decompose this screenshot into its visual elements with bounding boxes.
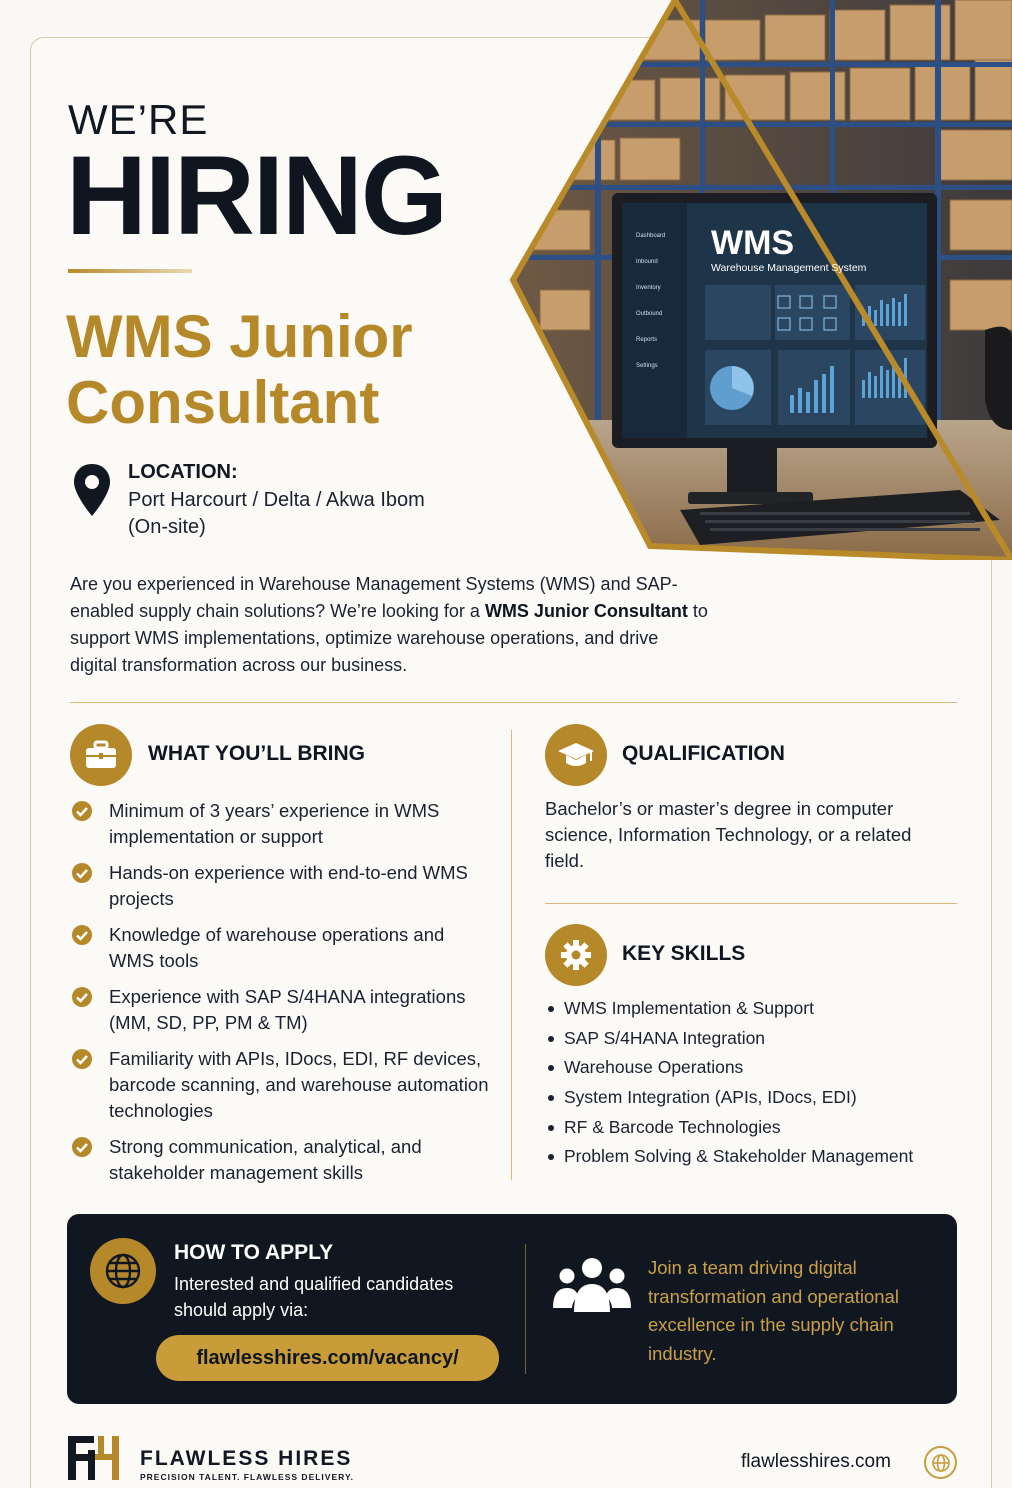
- skill-item: System Integration (APIs, IDocs, EDI): [545, 1085, 945, 1110]
- screen-menu-item: Inventory: [636, 285, 661, 291]
- apply-divider: [525, 1244, 526, 1374]
- intro-bold: WMS Junior Consultant: [484, 601, 688, 621]
- check-icon: [72, 801, 92, 821]
- job-title: [66, 304, 413, 436]
- website-link[interactable]: flawlesshires.com: [741, 1451, 891, 1472]
- location-text: [128, 487, 488, 541]
- apply-text: Interested and qualified candidates should apply via:: [174, 1274, 454, 1320]
- skills-list: [545, 996, 945, 1174]
- screen-menu-item: Settings: [636, 363, 658, 369]
- team-icon: [552, 1256, 632, 1314]
- job-title-line1: WMS Junior: [66, 303, 413, 370]
- job-title-line2: Consultant: [66, 369, 380, 436]
- check-icon: [72, 1137, 92, 1157]
- check-icon: [72, 863, 92, 883]
- check-icon: [72, 925, 92, 945]
- list-item: [70, 922, 490, 974]
- list-item-text: Strong communication, analytical, and stakeholder management skills: [109, 1136, 422, 1183]
- screen-menu: [636, 223, 665, 379]
- apply-title: HOW TO APPLY: [174, 1241, 334, 1264]
- gear-icon: [545, 924, 607, 986]
- screen-menu-item: Dashboard: [636, 233, 666, 239]
- briefcase-icon: [70, 724, 132, 786]
- column-divider: [511, 730, 512, 1180]
- skill-item: RF & Barcode Technologies: [545, 1115, 945, 1140]
- brand-tagline: PRECISION TALENT. FLAWLESS DELIVERY.: [140, 1472, 355, 1482]
- intro-text: Are you experienced in Warehouse Management Systems (WMS) and SAP-enabled supply chain solutions? We’re looking for a: [70, 574, 678, 621]
- intro-paragraph: [70, 571, 710, 679]
- skills-title: KEY SKILLS: [622, 942, 746, 965]
- screen-menu-item: Outbound: [636, 311, 663, 317]
- screen-subtitle: Warehouse Management System: [711, 262, 867, 274]
- qualification-text: Bachelor’s or master’s degree in computer science, Information Technology, or a related field.: [545, 798, 912, 871]
- list-item-text: Experience with SAP S/4HANA integrations (MM, SD, PP, PM & TM): [109, 986, 466, 1033]
- flawless-hires-logo: [66, 1434, 128, 1482]
- screen-title: WMS: [711, 224, 795, 262]
- skill-item: WMS Implementation & Support: [545, 996, 945, 1021]
- gold-rule: [68, 269, 192, 273]
- globe-badge-icon[interactable]: [924, 1446, 957, 1479]
- were-heading: WE’RE: [68, 96, 209, 143]
- list-item: [70, 984, 490, 1036]
- skill-item: Problem Solving & Stakeholder Management: [545, 1144, 945, 1169]
- section-divider: [70, 702, 957, 703]
- list-item: [70, 1046, 490, 1124]
- brand-name: FLAWLESS HIRES: [140, 1447, 353, 1470]
- list-item-text: Hands-on experience with end-to-end WMS projects: [109, 862, 468, 909]
- location-cities: Port Harcourt / Delta / Akwa Ibom: [128, 489, 425, 511]
- location-pin-icon: [72, 462, 112, 518]
- bring-title: WHAT YOU’LL BRING: [148, 742, 365, 765]
- check-icon: [72, 1049, 92, 1069]
- list-item: [70, 798, 490, 850]
- list-item: [70, 1134, 490, 1186]
- team-text: Join a team driving digital transformation and operational excellence in the supply chain industry.: [648, 1257, 899, 1364]
- list-item-text: Knowledge of warehouse operations and WMS tools: [109, 924, 445, 971]
- section-divider: [545, 903, 957, 904]
- bring-list: [70, 798, 490, 1196]
- qualification-title: QUALIFICATION: [622, 742, 785, 765]
- skill-item: Warehouse Operations: [545, 1055, 945, 1080]
- check-icon: [72, 987, 92, 1007]
- apply-link-button[interactable]: flawlesshires.com/vacancy/: [156, 1335, 499, 1381]
- location-type: (On-site): [128, 516, 206, 538]
- globe-icon: [90, 1238, 156, 1304]
- hiring-heading: HIRING: [66, 133, 446, 258]
- screen-menu-item: Inbound: [636, 259, 658, 265]
- skill-item: SAP S/4HANA Integration: [545, 1026, 945, 1051]
- list-item: [70, 860, 490, 912]
- graduation-cap-icon: [545, 724, 607, 786]
- intro-text-end: to support WMS implementations, optimize warehouse operations, and drive digital transformation across our business.: [70, 601, 708, 675]
- list-item-text: Familiarity with APIs, IDocs, EDI, RF devices, barcode scanning, and warehouse automation technologies: [109, 1048, 489, 1121]
- location-label: LOCATION:: [128, 461, 238, 483]
- screen-menu-item: Reports: [636, 337, 658, 343]
- list-item-text: Minimum of 3 years’ experience in WMS implementation or support: [109, 800, 440, 847]
